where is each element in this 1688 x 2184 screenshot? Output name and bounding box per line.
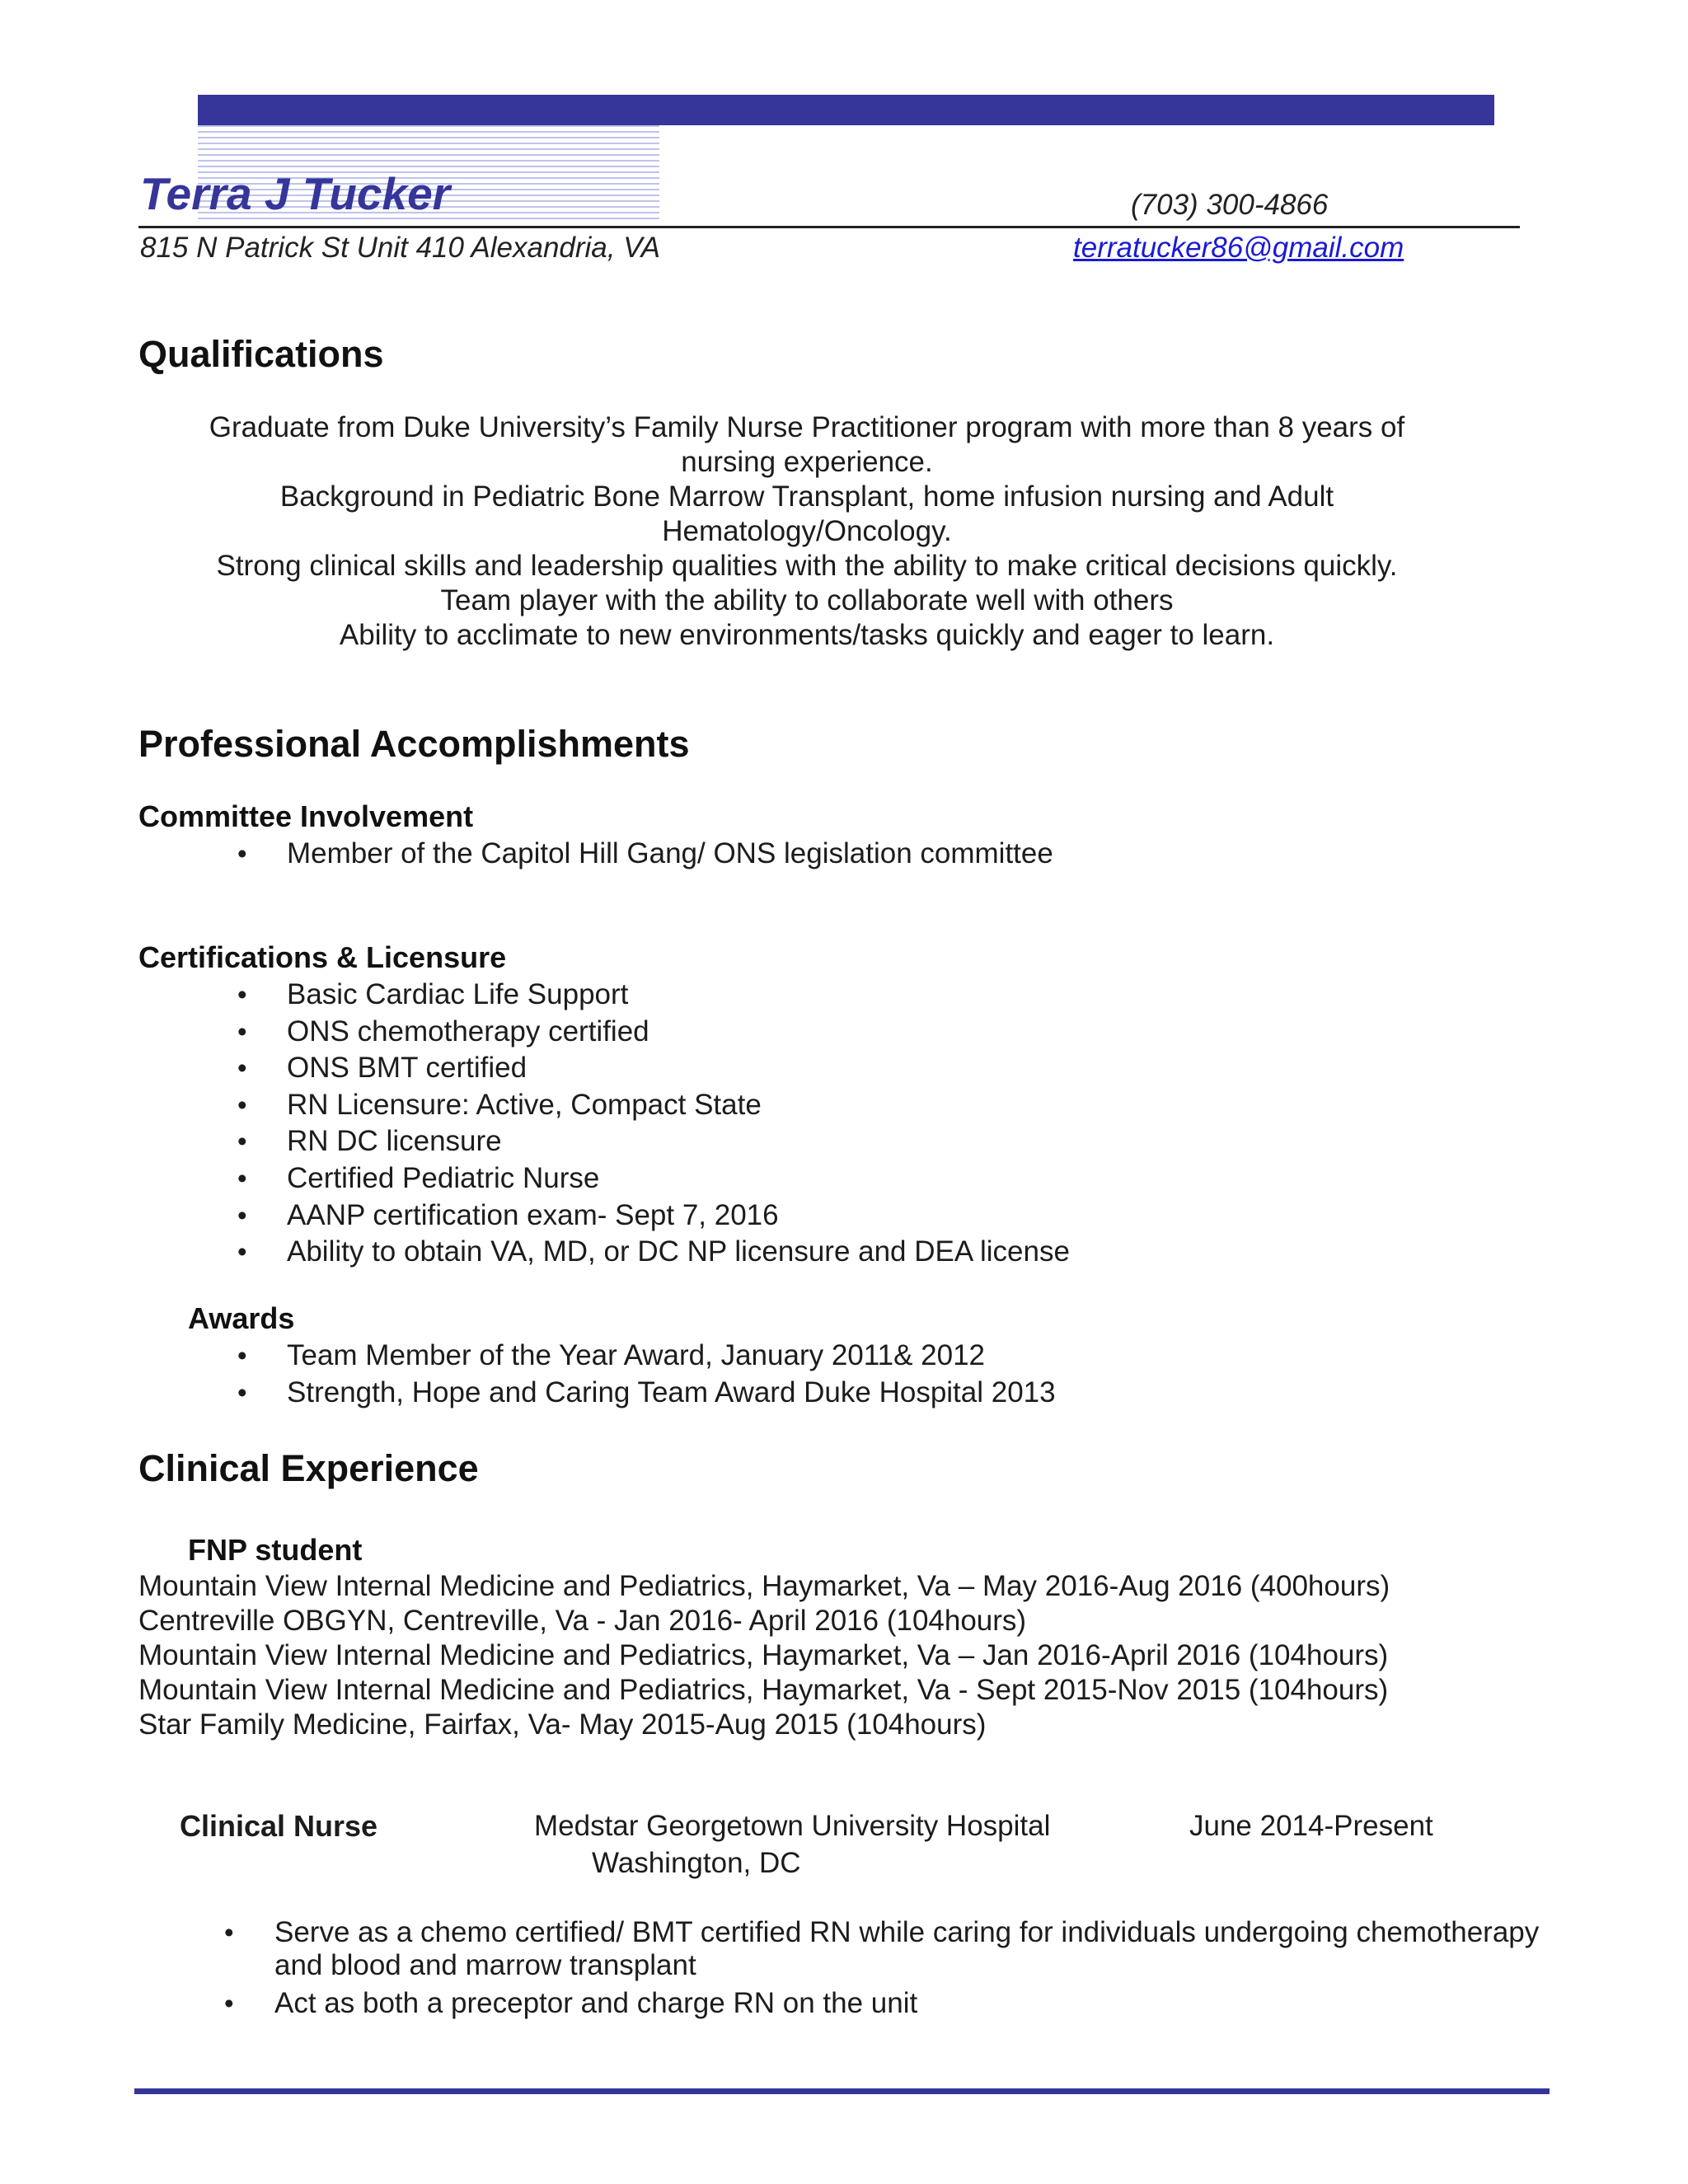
qualifications-list <box>138 410 1475 653</box>
candidate-name: Terra J Tucker <box>140 168 451 219</box>
certifications-list <box>138 977 1070 1271</box>
email-link[interactable]: terratucker86@gmail.com <box>1073 232 1404 264</box>
clinical-experience-heading: Clinical Experience <box>138 1447 479 1489</box>
accomplishments-heading: Professional Accomplishments <box>138 723 690 765</box>
qualification-line: nursing experience. <box>681 446 933 478</box>
list-item: • Serve as a chemo certified/ BMT certified RN while caring for individuals undergoing chemotherapy and blood and marrow transplant <box>138 1916 1552 1982</box>
fnp-rotations <box>138 1569 1390 1742</box>
list-item: • Member of the Capitol Hill Gang/ ONS legislation committee <box>138 836 1053 873</box>
qualification-line: Strong clinical skills and leadership qualities with the ability to make critical decisions quickly. <box>216 550 1398 582</box>
list-item: • RN DC licensure <box>138 1123 1070 1160</box>
fnp-student-heading: FNP student <box>188 1533 363 1567</box>
list-item: • Basic Cardiac Life Support <box>138 977 1070 1014</box>
rotation-line: Centreville OBGYN, Centreville, Va - Jan 2016- April 2016 (104hours) <box>138 1605 1027 1637</box>
job-organization: Medstar Georgetown University Hospital <box>534 1810 1051 1842</box>
header-accent-bar <box>198 95 1494 125</box>
qualification-line: Graduate from Duke University’s Family Nurse Practitioner program with more than 8 years of <box>209 411 1405 443</box>
list-item: • Act as both a preceptor and charge RN on the unit <box>138 1987 1552 2020</box>
address: 815 N Patrick St Unit 410 Alexandria, VA <box>140 232 660 264</box>
job-location: Washington, DC <box>592 1847 801 1879</box>
list-item: • ONS BMT certified <box>138 1050 1070 1087</box>
committee-heading: Committee Involvement <box>138 799 474 833</box>
list-item: • Ability to obtain VA, MD, or DC NP licensure and DEA license <box>138 1234 1070 1271</box>
phone-number: (703) 300-4866 <box>1131 189 1329 221</box>
qualification-line: Background in Pediatric Bone Marrow Transplant, home infusion nursing and Adult <box>279 480 1334 513</box>
rotation-line: Mountain View Internal Medicine and Pediatrics, Haymarket, Va - Sept 2015-Nov 2015 (104hours) <box>138 1674 1389 1706</box>
qualifications-heading: Qualifications <box>138 333 384 375</box>
awards-heading: Awards <box>188 1301 295 1335</box>
qualification-line: Hematology/Oncology. <box>662 515 952 547</box>
footer-accent-bar <box>134 2088 1550 2094</box>
list-item: • ONS chemotherapy certified <box>138 1014 1070 1051</box>
list-item: • Team Member of the Year Award, January 2011& 2012 <box>138 1338 1056 1375</box>
committee-list <box>138 836 1053 873</box>
rotation-line: Mountain View Internal Medicine and Pediatrics, Haymarket, Va – Jan 2016-April 2016 (104hours) <box>138 1639 1389 1671</box>
qualification-line: Ability to acclimate to new environments/tasks quickly and eager to learn. <box>339 619 1275 651</box>
list-item: • AANP certification exam- Sept 7, 2016 <box>138 1197 1070 1235</box>
rotation-line: Star Family Medicine, Fairfax, Va- May 2015-Aug 2015 (104hours) <box>138 1708 987 1741</box>
list-item: • Strength, Hope and Caring Team Award Duke Hospital 2013 <box>138 1375 1056 1412</box>
list-item: • Certified Pediatric Nurse <box>138 1160 1070 1197</box>
job-duties-list <box>138 1916 1552 2025</box>
job-dates: June 2014-Present <box>1189 1810 1433 1842</box>
header-divider <box>138 226 1520 228</box>
awards-list <box>138 1338 1056 1411</box>
list-item: • RN Licensure: Active, Compact State <box>138 1087 1070 1124</box>
job-title: Clinical Nurse <box>180 1809 378 1843</box>
qualification-line: Team player with the ability to collaborate well with others <box>440 584 1174 616</box>
certifications-heading: Certifications & Licensure <box>138 940 507 974</box>
rotation-line: Mountain View Internal Medicine and Pediatrics, Haymarket, Va – May 2016-Aug 2016 (400hours) <box>138 1570 1390 1602</box>
